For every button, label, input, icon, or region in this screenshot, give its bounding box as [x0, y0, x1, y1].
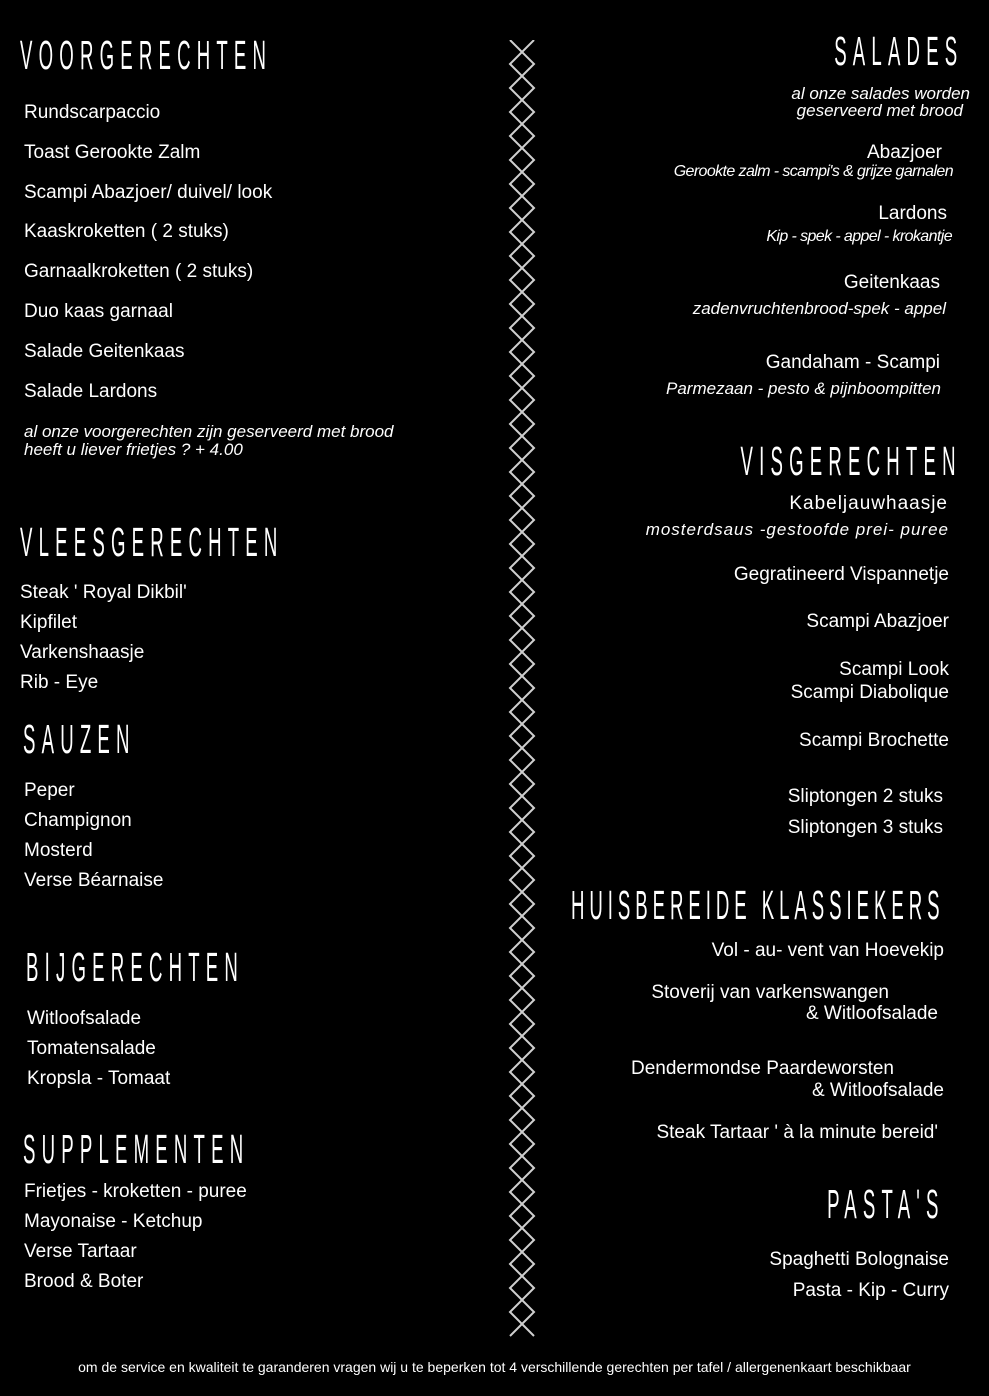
salad-abazjoer: Abazjoer	[867, 142, 942, 163]
menu-item-scampi-abazjoer: Scampi Abazjoer/ duivel/ look	[24, 182, 273, 203]
fish-scampi-brochette: Scampi Brochette	[799, 730, 949, 751]
salad-abazjoer-desc: Gerookte zalm - scampi's & grijze garnalen	[673, 163, 953, 180]
sauce-mosterd: Mosterd	[24, 840, 93, 861]
classic-stoverij-side: & Witloofsalade	[805, 1003, 938, 1024]
menu-item-rib-eye: Rib - Eye	[20, 672, 99, 693]
classic-paardeworsten-side: & Witloofsalade	[811, 1080, 944, 1101]
sauce-peper: Peper	[24, 780, 75, 801]
section-title-salades: SALADES	[833, 30, 963, 75]
salad-gandaham-desc: Parmezaan - pesto & pijnboompitten	[666, 379, 941, 398]
fish-sliptongen-2: Sliptongen 2 stuks	[787, 786, 943, 807]
fish-scampi-abazjoer: Scampi Abazjoer	[806, 611, 949, 632]
side-tomatensalade: Tomatensalade	[27, 1038, 156, 1059]
salades-note-1: al onze salades worden	[791, 84, 970, 103]
section-title-klassiekers: HUISBEREIDE KLASSIEKERS	[570, 884, 944, 929]
voorgerechten-note-2: heeft u liever frietjes ? + 4.00	[24, 440, 243, 459]
fish-kabeljauwhaasje-desc: mosterdsaus -gestoofde prei- puree	[645, 520, 949, 539]
supplement-mayonaise: Mayonaise - Ketchup	[24, 1211, 203, 1232]
zigzag-divider	[505, 40, 539, 1352]
supplement-frietjes: Frietjes - kroketten - puree	[24, 1181, 247, 1202]
salad-geitenkaas-desc: zadenvruchtenbrood-spek - appel	[692, 299, 946, 318]
salad-lardons: Lardons	[878, 203, 947, 224]
fish-vispannetje: Gegratineerd Vispannetje	[733, 564, 949, 585]
salad-geitenkaas: Geitenkaas	[843, 272, 940, 293]
section-title-supplementen: SUPPLEMENTEN	[23, 1128, 250, 1173]
menu-item-steak: Steak ' Royal Dikbil'	[20, 582, 187, 603]
menu-item-duo: Duo kaas garnaal	[24, 301, 173, 322]
fish-scampi-diabolique: Scampi Diabolique	[790, 682, 949, 703]
fish-scampi-look: Scampi Look	[839, 659, 949, 680]
menu-item-salade-lardons: Salade Lardons	[24, 381, 158, 402]
classic-vol-au-vent: Vol - au- vent van Hoevekip	[711, 940, 944, 961]
sauce-champignon: Champignon	[24, 810, 132, 831]
footer-notice: om de service en kwaliteit te garanderen vragen wij u te beperken tot 4 verschillende gerechten per tafel / allergenenkaart beschikbaar	[78, 1359, 911, 1375]
section-title-pastas: PASTA'S	[827, 1183, 945, 1228]
salad-gandaham: Gandaham - Scampi	[765, 352, 940, 373]
menu-item-varkenshaasje: Varkenshaasje	[20, 642, 145, 663]
menu-item-salade-geitenkaas: Salade Geitenkaas	[24, 341, 185, 362]
menu-item-kaaskroketten: Kaaskroketten ( 2 stuks)	[24, 221, 229, 242]
menu-item-kipfilet: Kipfilet	[20, 612, 78, 633]
section-title-bijgerechten: BIJGERECHTEN	[26, 946, 245, 991]
side-witloofsalade: Witloofsalade	[27, 1008, 142, 1029]
salades-note-2: geserveerd met brood	[796, 101, 963, 120]
menu-item-toast-zalm: Toast Gerookte Zalm	[24, 142, 201, 163]
supplement-brood: Brood & Boter	[24, 1271, 144, 1292]
classic-stoverij: Stoverij van varkenswangen	[651, 982, 889, 1003]
fish-kabeljauwhaasje: Kabeljauwhaasje	[789, 493, 948, 514]
supplement-tartaar: Verse Tartaar	[24, 1241, 137, 1262]
menu-item-garnaalkroketten: Garnaalkroketten ( 2 stuks)	[24, 261, 254, 282]
fish-sliptongen-3: Sliptongen 3 stuks	[787, 817, 943, 838]
section-title-vleesgerechten: VLEESGERECHTEN	[20, 521, 284, 566]
side-kropsla: Kropsla - Tomaat	[27, 1068, 171, 1089]
classic-paardeworsten: Dendermondse Paardeworsten	[631, 1058, 894, 1079]
pasta-kip-curry: Pasta - Kip - Curry	[792, 1280, 949, 1301]
voorgerechten-note-1: al onze voorgerechten zijn geserveerd met brood	[24, 422, 394, 441]
pasta-bolognaise: Spaghetti Bolognaise	[769, 1249, 949, 1270]
section-title-voorgerechten: VOORGERECHTEN	[20, 34, 273, 79]
menu-item-rundscarpaccio: Rundscarpaccio	[24, 102, 161, 123]
classic-steak-tartaar: Steak Tartaar ' à la minute bereid'	[656, 1122, 938, 1143]
section-title-sauzen: SAUZEN	[23, 718, 136, 763]
section-title-visgerechten: VISGERECHTEN	[740, 440, 962, 485]
salad-lardons-desc: Kip - spek - appel - krokantje	[766, 228, 952, 245]
sauce-bearnaise: Verse Béarnaise	[24, 870, 164, 891]
